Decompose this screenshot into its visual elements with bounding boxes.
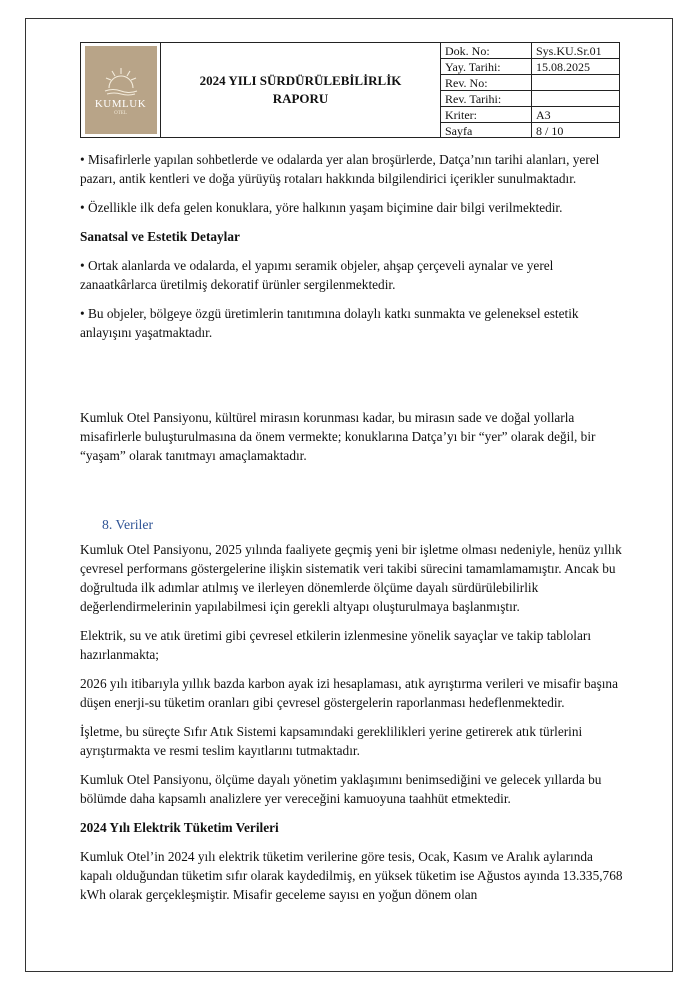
paragraph: Kumluk Otel Pansiyonu, ölçüme dayalı yönetim yaklaşımını benimsediğini ve gelecek yıllarda bu bölümde daha kapsamlı analizlere yer vereceğini kamuoyuna taahhüt etmektedir. xyxy=(80,772,602,806)
sun-icon xyxy=(101,64,141,98)
report-title-line2: RAPORU xyxy=(272,91,329,106)
meta-value xyxy=(532,75,620,91)
meta-value xyxy=(532,91,620,107)
report-title xyxy=(161,43,441,137)
logo-cell xyxy=(81,43,161,137)
document-meta xyxy=(441,43,619,137)
meta-value: 15.08.2025 xyxy=(532,59,620,75)
meta-row xyxy=(441,91,619,107)
meta-value: Sys.KU.Sr.01 xyxy=(532,43,620,59)
logo-subtext: OTEL xyxy=(114,111,127,116)
meta-row xyxy=(441,123,619,139)
document-header xyxy=(80,42,620,138)
paragraph: Elektrik, su ve atık üretimi gibi çevresel etkilerin izlenmesine yönelik sayaçlar ve takip tabloları hazırlanmakta; xyxy=(80,628,592,662)
kumluk-logo xyxy=(85,46,157,134)
meta-key: Dok. No: xyxy=(441,43,532,59)
paragraph: • Ortak alanlarda ve odalarda, el yapımı seramik objeler, ahşap çerçeveli aynalar ve yerel zanaatkârlarca üretilmiş dekoratif ürünler sergilenmektedir. xyxy=(80,258,554,292)
document-body xyxy=(80,150,625,914)
paragraph: 2026 yılı itibarıyla yıllık bazda karbon ayak izi hesaplaması, atık ayrıştırma verileri ve misafir başına düşen enerji-su tüketim oranları gibi çevresel göstergelerin raporlanması hedeflenmektedir. xyxy=(80,676,618,710)
subheading-electricity: 2024 Yılı Elektrik Tüketim Verileri xyxy=(80,820,279,835)
meta-row xyxy=(441,59,619,75)
subheading-art: Sanatsal ve Estetik Detaylar xyxy=(80,229,240,244)
paragraph: Kumluk Otel Pansiyonu, 2025 yılında faaliyete geçmiş yeni bir işletme olması nedeniyle, henüz yıllık çevresel performans göstergelerine ilişkin sistematik veri takibi sürecini tamamlamamıştır. Ancak bu doğrultuda ilk adımlar atılmış ve ilerleyen dönemlerde ölçüme dayalı sürdürülebilirlik değerlendirmelerinin yapılabilmesi için gerekli altyapı oluşturulmaya başlanmıştır. xyxy=(80,542,622,614)
meta-row xyxy=(441,107,619,123)
page-number: 8 / 10 xyxy=(536,123,564,138)
paragraph: Kumluk Otel Pansiyonu, kültürel mirasın korunması kadar, bu mirasın sade ve doğal yollarla misafirlerle buluşturulmasına da önem vermekte; konuklarına Datça’yı bir “yer” olarak değil, bir “yaşam” olarak tanıtmayı amaçlamaktadır. xyxy=(80,410,596,463)
meta-key: Yay. Tarihi: xyxy=(441,59,532,75)
meta-row xyxy=(441,43,619,59)
paragraph: • Bu objeler, bölgeye özgü üretimlerin tanıtımına dolaylı katkı sunmakta ve geleneksel estetik anlayışını yaşatmaktadır. xyxy=(80,306,579,340)
section-heading-data: 8. Veriler xyxy=(102,517,154,532)
paragraph: • Misafirlerle yapılan sohbetlerde ve odalarda yer alan broşürlerde, Datça’nın tarihi alanları, yerel pazarı, antik kentleri ve doğa yürüyüş rotaları hakkında bilgilendirici içerikler sunulmaktadır. xyxy=(80,152,600,186)
paragraph: Kumluk Otel’in 2024 yılı elektrik tüketim verilerine göre tesis, Ocak, Kasım ve Aralık aylarında kapalı olduğundan tüketim sıfır olarak kaydedilmiş, en yüksek tüketim ise Ağustos ayında 13.335,768 kWh olarak gerçekleşmiştir. Misafir geceleme sayısı en yoğun dönem olan xyxy=(80,849,623,902)
paragraph: İşletme, bu süreçte Sıfır Atık Sistemi kapsamındaki gereklilikleri yerine getirerek atık türlerini ayrıştırmakta ve resmi teslim kayıtlarını tutmaktadır. xyxy=(80,724,583,758)
meta-key: Kriter: xyxy=(441,107,532,123)
logo-text: KUMLUK xyxy=(94,98,147,110)
report-title-line1: 2024 YILI SÜRDÜRÜLEBİLİRLİK xyxy=(199,73,402,88)
meta-key: Sayfa xyxy=(441,123,532,139)
paragraph: • Özellikle ilk defa gelen konuklara, yöre halkının yaşam biçimine dair bilgi verilmektedir. xyxy=(80,200,563,215)
meta-value: A3 xyxy=(532,107,620,123)
meta-key: Rev. No: xyxy=(441,75,532,91)
meta-row xyxy=(441,75,619,91)
meta-key: Rev. Tarihi: xyxy=(441,91,532,107)
